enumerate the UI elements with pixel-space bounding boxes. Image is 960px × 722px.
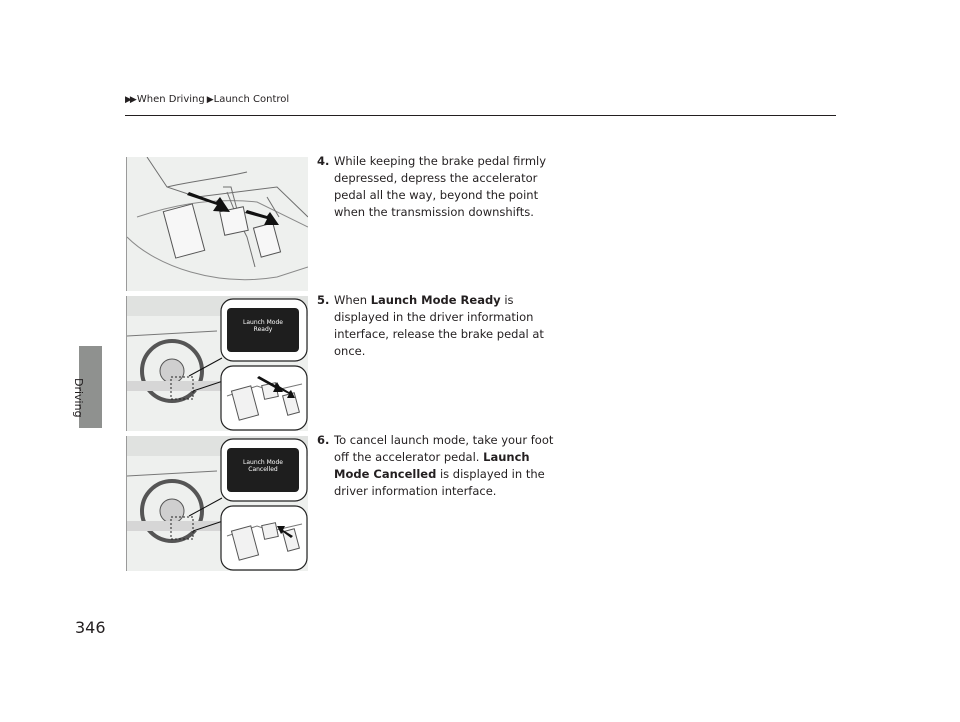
step-text-bold: Launch Mode Ready (370, 293, 501, 307)
figure-pedals (126, 157, 308, 291)
step-4 (317, 153, 562, 221)
side-tab-label: Driving (72, 378, 85, 418)
header-rule (125, 115, 836, 116)
step-text-pre: To cancel launch mode, take your foot off the accelerator pedal. (334, 433, 554, 464)
dashboard-cancelled-illustration (127, 436, 308, 571)
figure-launch-cancelled (126, 436, 308, 571)
breadcrumb-arrow-icon: ▶ (206, 94, 212, 105)
display-ready-line2: Ready (253, 326, 273, 333)
breadcrumb-topic[interactable]: Launch Control (213, 94, 290, 105)
figure-launch-ready (126, 296, 308, 431)
step-5 (317, 292, 562, 360)
step-text (317, 292, 562, 360)
step-text: While keeping the brake pedal firmly depressed, depress the accelerator pedal all the way, beyond the point when the transmission downshifts. (334, 154, 547, 219)
step-6 (317, 432, 562, 500)
breadcrumb-arrow-icon: ▶▶ (125, 94, 135, 105)
step-text-post: is displayed in the driver information interface. (334, 467, 545, 498)
display-cancelled-line2: Cancelled (248, 466, 278, 473)
breadcrumb-section[interactable]: When Driving (136, 94, 205, 105)
step-text (317, 432, 562, 500)
step-number: 6. (317, 433, 330, 447)
step-text-pre: When (334, 293, 371, 307)
step-text-post: is displayed in the driver information interface, release the brake pedal at once. (334, 293, 544, 358)
step-text-bold: Launch Mode Cancelled (334, 450, 530, 481)
step-number: 4. (317, 154, 330, 168)
page-number: 346 (75, 618, 106, 637)
pedals-illustration (127, 157, 308, 291)
dashboard-ready-illustration (127, 296, 308, 431)
display-cancelled-line1: Launch Mode (243, 459, 283, 466)
display-ready-line1: Launch Mode (243, 319, 283, 326)
breadcrumb (125, 94, 289, 105)
step-number: 5. (317, 293, 330, 307)
